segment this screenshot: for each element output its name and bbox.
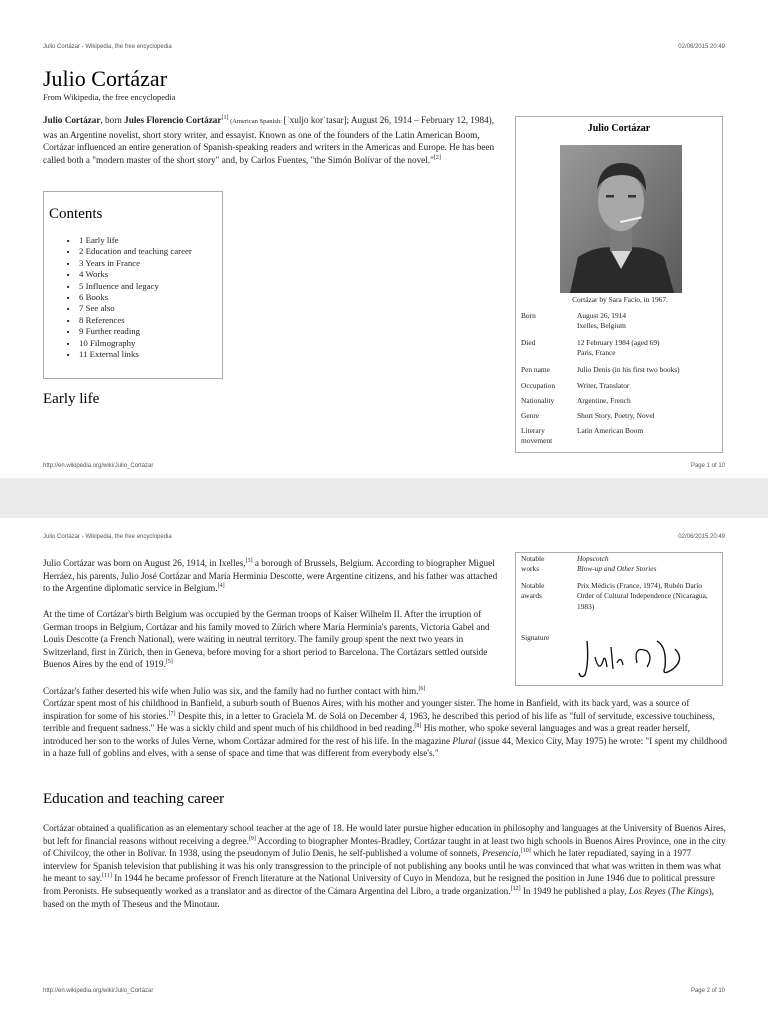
body-text: In 1949 he published a play, <box>520 885 629 896</box>
infobox-row-nationality <box>521 396 721 406</box>
infobox-label: Nationality <box>521 396 555 405</box>
infobox-continued <box>515 552 723 686</box>
infobox-row-works <box>521 554 721 575</box>
infobox-row-born <box>521 311 721 332</box>
ref-link[interactable]: [9] <box>248 835 256 842</box>
intro-birth-name: Jules Florencio Cortázar <box>124 115 222 125</box>
infobox-label: works <box>521 564 540 574</box>
body-text: ), based on the myth of Theseus and the Minotaur. <box>43 885 714 909</box>
magazine-title: Plural <box>452 735 476 746</box>
body-text: Cortázar obtained a qualification as an elementary school teacher at the age of 18. He would later pursue higher education in philosophy and languages at the University of Buenos Aires, but left for financial reasons without receiving a degree. <box>43 823 726 846</box>
infobox-label: Died <box>521 338 536 347</box>
infobox-label: Literary <box>521 426 545 435</box>
infobox-label: awards <box>521 591 542 601</box>
infobox-title: Julio Cortázar <box>587 123 651 134</box>
toc-title: Contents <box>49 206 103 222</box>
body-text: a borough of Brussels, Belgium. According to biographer Miguel Herráez, his parents, Julio José Cortázar and María Herminia Descotte, were Argentine citizens, and his father was attached to the Argentine diplomatic service in Belgium. <box>43 558 498 594</box>
signature-image <box>577 633 707 683</box>
infobox-value[interactable]: Latin American Boom <box>577 426 644 435</box>
play-title: Los Reyes <box>628 885 666 896</box>
intro-name: Julio Cortázar <box>43 115 101 125</box>
toc-item[interactable]: ■ 10 Filmography <box>67 338 216 349</box>
infobox-value[interactable]: Prix Médicis (France, 1974), Rubén Darío Order of Cultural Independence (Nicaragua, 1983) <box>577 581 708 611</box>
infobox-value[interactable]: Hopscotch <box>577 554 609 563</box>
footer-page-number: Page 1 of 10 <box>690 463 725 469</box>
infobox-label: Born <box>521 311 536 320</box>
infobox-row-awards <box>521 581 721 612</box>
page-header <box>43 534 725 540</box>
ref-link[interactable]: [8] <box>414 723 422 730</box>
infobox-label: Occupation <box>521 381 556 390</box>
toc-item[interactable]: ■ 11 External links <box>67 349 216 360</box>
body-text: Despite this, in a letter to Graciela M. de Solá on December 4, 1963, he described this period of his life as "full of servitude, excessive touchiness, terrible and frequent sadness." He was a sickly child and spent much of his childhood in bed reading. <box>43 710 715 734</box>
toc-item[interactable]: ■ 4 Works <box>67 269 216 280</box>
infobox-row-movement <box>521 426 721 447</box>
ref-link[interactable]: [6] <box>418 685 426 692</box>
toc-item[interactable]: ■ 5 Influence and legacy <box>67 281 216 292</box>
header-datetime: 02/06/2015 20:49 <box>678 44 725 50</box>
header-title: Julio Cortázar - Wikipedia, the free encyclopedia <box>43 44 172 50</box>
infobox-value: Writer, Translator <box>577 381 630 390</box>
toc-item[interactable]: ■ 7 See also <box>67 303 216 314</box>
infobox-label: Signature <box>521 633 550 642</box>
infobox-value: Argentine, French <box>577 396 631 405</box>
infobox-value[interactable]: Ixelles, Belgium <box>577 321 626 331</box>
header-datetime: 02/06/2015 20:49 <box>678 534 725 540</box>
table-of-contents <box>43 191 223 379</box>
page-footer <box>43 988 725 994</box>
infobox-value[interactable]: Short Story, Poetry, Novel <box>577 411 655 420</box>
photo-caption: Cortázar by Sara Facio, in 1967. <box>572 295 668 304</box>
intro-text: ; August 26, 1914 – February 12, 1984), was an Argentine novelist, short story writer, and essayist. Known as one of the founders of the Latin American Boom, Cortázar influenced an entire generation of Spanish-speaking readers and writers in the Americas and Europe. He has been called both a "modern master of the short story" and, by Carlos Fuentes, "the Simón Bolívar of the novel." <box>43 115 495 165</box>
infobox-label: Genre <box>521 411 540 420</box>
body-text: At the time of Cortázar's birth Belgium was occupied by the German troops of Kaiser Wilhelm II. After the irruption of German troops in Belgium, Cortázar and his family moved to Zürich where María Herminia's parents, Victoria Gabel and Louis Descotte (a French National), were waiting in neutral territory. The family group spent the next two years in Switzerland, first in Zürich, then in Geneva, before moving for a short period to Barcelona. The Cortázars settled outside Buenos Aires by the end of 1919. <box>43 609 490 670</box>
pron-label[interactable]: (American Spanish: <box>228 118 284 125</box>
header-title: Julio Cortázar - Wikipedia, the free encyclopedia <box>43 534 172 540</box>
intro-text: , born <box>100 115 125 125</box>
body-text: His mother, who spoke several languages and was a great reader herself, introduced her son to the works of Jules Verne, whom Cortázar admired for the rest of his life. In the magazine <box>43 723 690 746</box>
footer-page-number: Page 2 of 10 <box>690 988 725 994</box>
footer-url[interactable]: http://en.wikipedia.org/wiki/Julio_Cortázar <box>43 988 154 994</box>
infobox-value[interactable]: Blow-up and Other Stories <box>577 564 657 574</box>
early-life-paragraph-3 <box>43 685 727 698</box>
portrait-photo[interactable] <box>560 145 682 293</box>
infobox-value[interactable]: Paris, France <box>577 348 616 358</box>
early-life-paragraph-2 <box>43 608 505 671</box>
infobox-row-pen-name <box>521 365 721 375</box>
toc-item[interactable]: ■ 9 Further reading <box>67 326 216 337</box>
infobox-label: Notable <box>521 554 545 563</box>
ref-link[interactable]: [7] <box>168 710 176 717</box>
infobox-label: movement <box>521 436 553 446</box>
toc-item[interactable]: ■ 6 Books <box>67 292 216 303</box>
ref-link[interactable]: [11] <box>102 873 112 880</box>
footer-url[interactable]: http://en.wikipedia.org/wiki/Julio_Cortázar <box>43 463 154 469</box>
body-text: According to biographer Montes-Bradley, Cortázar taught in at least two high schools in Buenos Aires Province, one in the city of Chivilcoy, the other in Bolívar. In 1938, using the pseudonym of Julio Denis, he self-published a volume of sonnets, <box>43 835 726 859</box>
toc-item[interactable]: ■ 8 References <box>67 315 216 326</box>
intro-paragraph <box>43 114 505 166</box>
body-text: Cortázar spent most of his childhood in Banfield, a suburb south of Buenos Aires, with his mother and younger sister. The home in Banfield, with its back yard, was a source of inspiration for some of his stories. <box>43 698 690 721</box>
ref-link[interactable]: [10] <box>520 848 531 855</box>
pronunciation: [ˈxuljo korˈtasar] <box>283 115 347 125</box>
infobox-row-died <box>521 338 721 359</box>
toc-item[interactable]: ■ 3 Years in France <box>67 258 216 269</box>
body-text: ( <box>665 885 672 896</box>
toc-item[interactable]: ■ 2 Education and teaching career <box>67 246 216 257</box>
education-paragraph <box>43 822 727 910</box>
body-text: which he later repudiated, saying in a 1977 interview for Spanish television that publishing it was his only transgression to the principle of not publishing any books until he was convinced that what was written in them was what he meant to say. <box>43 848 722 884</box>
toc-item[interactable]: ■ 1 Early life <box>67 235 216 246</box>
infobox-label: Pen name <box>521 365 550 374</box>
early-life-paragraph-1 <box>43 557 505 595</box>
infobox-row-signature <box>521 633 721 686</box>
section-heading-early-life: Early life <box>43 391 100 407</box>
ref-link[interactable]: [4] <box>217 583 225 590</box>
infobox-row-occupation <box>521 381 721 391</box>
body-text: Julio Cortázar was born on August 26, 1914, in Ixelles, <box>43 558 246 568</box>
page-header <box>43 44 725 50</box>
infobox <box>515 116 723 453</box>
toc-list <box>67 235 216 360</box>
body-text: In 1944 he became professor of French literature at the National University of Cuyo in Mendoza, but he resigned the position in June 1946 due to political pressure from Peronists. He subsequently worked as a translator and as director of the Cámara Argentina del Libro, a trade organization. <box>43 873 715 896</box>
pdf-page-2 <box>0 518 768 1024</box>
infobox-row-genre <box>521 411 721 421</box>
early-life-paragraph-4 <box>43 697 727 760</box>
book-title: Presencia, <box>482 848 521 859</box>
page-footer <box>43 463 725 469</box>
infobox-label: Notable <box>521 581 545 590</box>
infobox-value: August 26, 1914 <box>577 311 627 320</box>
ref-link[interactable]: [5] <box>165 659 173 666</box>
play-title: The Kings <box>671 885 709 896</box>
ref-link[interactable]: [3] <box>245 557 253 564</box>
ref-link[interactable]: [12] <box>510 885 521 892</box>
body-text: Cortázar's father deserted his wife when Julio was six, and the family had no further contact with him. <box>43 686 419 696</box>
infobox-value: Julio Denis (in his first two books) <box>577 365 680 374</box>
page-subtitle: From Wikipedia, the free encyclopedia <box>43 92 176 102</box>
infobox-value: 12 February 1984 (aged 69) <box>577 338 660 347</box>
ref-link[interactable]: [2] <box>433 154 441 161</box>
portrait-image <box>560 145 682 293</box>
page-title: Julio Cortázar <box>43 66 168 91</box>
pdf-page-1 <box>0 0 768 478</box>
body-text: (issue 44, Mexico City, May 1975) he wrote: "I spent my childhood in a haze full of goblins and elves, with a sense of space and time that was different from everybody else's." <box>43 735 727 759</box>
section-heading-education: Education and teaching career <box>43 791 225 807</box>
ref-link[interactable]: [1] <box>221 114 229 121</box>
